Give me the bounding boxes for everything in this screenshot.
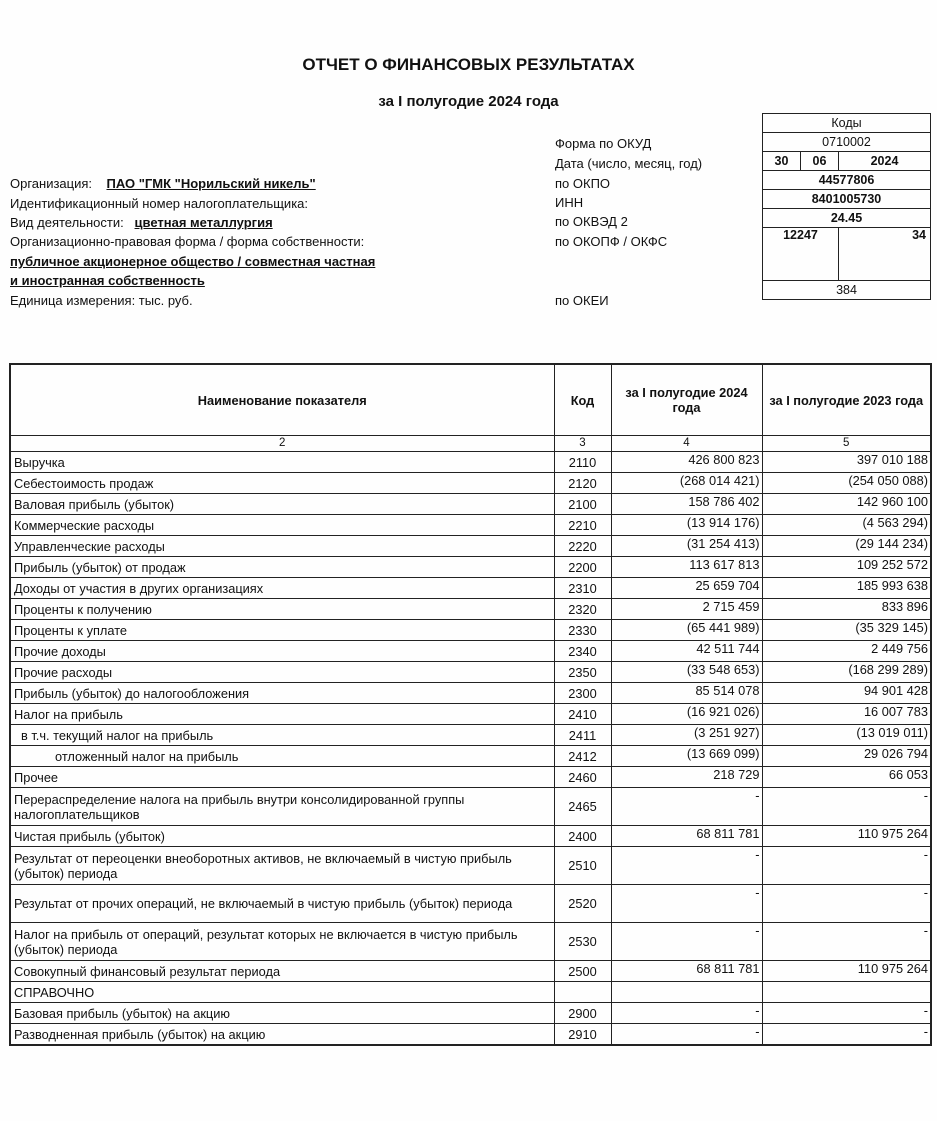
row-name: Перераспределение налога на прибыль внутри консолидированной группы налогоплательщиков <box>10 788 554 826</box>
row-value-current: (268 014 421) <box>611 473 762 494</box>
row-code: 2500 <box>554 961 611 982</box>
column-number: 5 <box>762 436 931 452</box>
row-name: Коммерческие расходы <box>10 515 554 536</box>
row-code: 2220 <box>554 536 611 557</box>
unit-label: Единица измерения: тыс. руб. <box>10 293 193 308</box>
row-value-current: 25 659 704 <box>611 578 762 599</box>
row-name: Управленческие расходы <box>10 536 554 557</box>
row-name: Прибыль (убыток) до налогообложения <box>10 683 554 704</box>
row-code: 2412 <box>554 746 611 767</box>
row-name: Базовая прибыль (убыток) на акцию <box>10 1003 554 1024</box>
row-value-current: 68 811 781 <box>611 826 762 847</box>
column-header-name: Наименование показателя <box>10 364 554 436</box>
row-value-current <box>611 982 762 1003</box>
report-title: ОТЧЕТ О ФИНАНСОВЫХ РЕЗУЛЬТАТАХ <box>302 55 635 74</box>
okopf-label: по ОКОПФ / ОКФС <box>555 234 668 249</box>
table-row <box>10 1024 931 1046</box>
okved-code: 24.45 <box>763 209 931 228</box>
row-name: Себестоимость продаж <box>10 473 554 494</box>
date-month: 06 <box>801 152 839 171</box>
row-name: Прочее <box>10 767 554 788</box>
inn-code-label: ИНН <box>555 195 584 210</box>
row-code: 2330 <box>554 620 611 641</box>
column-header-current: за I полугодие 2024 года <box>611 364 762 436</box>
row-name: Доходы от участия в других организациях <box>10 578 554 599</box>
row-name: Разводненная прибыль (убыток) на акцию <box>10 1024 554 1046</box>
table-row <box>10 788 931 826</box>
row-code: 2340 <box>554 641 611 662</box>
row-value-previous: - <box>762 788 931 826</box>
row-code: 2210 <box>554 515 611 536</box>
row-value-current: (16 921 026) <box>611 704 762 725</box>
column-header-previous: за I полугодие 2023 года <box>762 364 931 436</box>
row-name: СПРАВОЧНО <box>10 982 554 1003</box>
row-value-previous: 16 007 783 <box>762 704 931 725</box>
column-number: 3 <box>554 436 611 452</box>
row-value-previous: 110 975 264 <box>762 826 931 847</box>
table-row <box>10 847 931 885</box>
row-code: 2120 <box>554 473 611 494</box>
row-value-previous: (13 019 011) <box>762 725 931 746</box>
row-name: отложенный налог на прибыль <box>10 746 554 767</box>
table-row <box>10 746 931 767</box>
row-code: 2530 <box>554 923 611 961</box>
row-name: Прочие доходы <box>10 641 554 662</box>
table-row <box>10 473 931 494</box>
activity-value: цветная металлургия <box>134 215 273 230</box>
table-row <box>10 683 931 704</box>
activity-label: Вид деятельности: <box>10 215 124 230</box>
row-value-current: 158 786 402 <box>611 494 762 515</box>
row-value-current: 218 729 <box>611 767 762 788</box>
codes-box <box>762 113 931 300</box>
okved-label: по ОКВЭД 2 <box>555 214 628 229</box>
table-row <box>10 961 931 982</box>
row-value-current: 113 617 813 <box>611 557 762 578</box>
row-value-previous: 109 252 572 <box>762 557 931 578</box>
row-value-previous: - <box>762 1024 931 1046</box>
row-value-current: (65 441 989) <box>611 620 762 641</box>
row-value-previous: 142 960 100 <box>762 494 931 515</box>
okpo-code: 44577806 <box>763 171 931 190</box>
row-value-current: (13 914 176) <box>611 515 762 536</box>
column-number: 2 <box>10 436 554 452</box>
row-name: Выручка <box>10 452 554 473</box>
row-value-previous: (35 329 145) <box>762 620 931 641</box>
row-value-previous: (4 563 294) <box>762 515 931 536</box>
row-code: 2460 <box>554 767 611 788</box>
okopf-code: 12247 <box>763 228 839 281</box>
legal-form-label: Организационно-правовая форма / форма собственности: <box>10 234 365 249</box>
row-value-current: - <box>611 788 762 826</box>
table-row <box>10 1003 931 1024</box>
row-value-current: - <box>611 923 762 961</box>
row-code: 2400 <box>554 826 611 847</box>
row-name: в т.ч. текущий налог на прибыль <box>10 725 554 746</box>
legal-form-line2: и иностранная собственность <box>10 273 205 288</box>
row-value-previous: 66 053 <box>762 767 931 788</box>
okfs-code: 34 <box>839 228 931 281</box>
inn-code: 8401005730 <box>763 190 931 209</box>
row-value-current: 42 511 744 <box>611 641 762 662</box>
row-code: 2510 <box>554 847 611 885</box>
row-name: Прочие расходы <box>10 662 554 683</box>
okpo-label: по ОКПО <box>555 176 611 191</box>
row-code: 2900 <box>554 1003 611 1024</box>
row-code: 2520 <box>554 885 611 923</box>
row-name: Результат от переоценки внеоборотных активов, не включаемый в чистую прибыль (убыток) периода <box>10 847 554 885</box>
okud-label: Форма по ОКУД <box>555 136 652 151</box>
column-header-code: Код <box>554 364 611 436</box>
table-row <box>10 662 931 683</box>
organization-label: Организация: <box>10 176 93 191</box>
row-name: Проценты к получению <box>10 599 554 620</box>
organization-row <box>10 176 316 191</box>
row-value-previous: 2 449 756 <box>762 641 931 662</box>
row-value-current: (3 251 927) <box>611 725 762 746</box>
row-value-current: - <box>611 885 762 923</box>
table-row <box>10 536 931 557</box>
financial-results-table <box>9 363 932 1046</box>
row-code: 2310 <box>554 578 611 599</box>
codes-header: Коды <box>763 114 931 133</box>
table-row <box>10 620 931 641</box>
report-period: за I полугодие 2024 года <box>378 93 559 110</box>
row-value-previous: 833 896 <box>762 599 931 620</box>
row-name: Совокупный финансовый результат периода <box>10 961 554 982</box>
row-value-previous: - <box>762 923 931 961</box>
row-code <box>554 982 611 1003</box>
row-value-previous: (29 144 234) <box>762 536 931 557</box>
row-name: Налог на прибыль <box>10 704 554 725</box>
row-name: Чистая прибыль (убыток) <box>10 826 554 847</box>
row-value-current: - <box>611 1024 762 1046</box>
row-code: 2350 <box>554 662 611 683</box>
row-value-current: 2 715 459 <box>611 599 762 620</box>
activity-row <box>10 215 273 230</box>
table-body <box>10 452 931 1046</box>
row-code: 2100 <box>554 494 611 515</box>
table-row <box>10 494 931 515</box>
table-row <box>10 599 931 620</box>
row-value-current: - <box>611 847 762 885</box>
row-value-current: (31 254 413) <box>611 536 762 557</box>
table-row <box>10 578 931 599</box>
row-name: Валовая прибыль (убыток) <box>10 494 554 515</box>
row-value-current: 85 514 078 <box>611 683 762 704</box>
row-value-current: 68 811 781 <box>611 961 762 982</box>
row-value-previous: 397 010 188 <box>762 452 931 473</box>
row-name: Проценты к уплате <box>10 620 554 641</box>
row-value-previous: - <box>762 885 931 923</box>
row-value-previous: 94 901 428 <box>762 683 931 704</box>
row-value-previous <box>762 982 931 1003</box>
row-name: Прибыль (убыток) от продаж <box>10 557 554 578</box>
legal-form-line1: публичное акционерное общество / совместная частная <box>10 254 376 269</box>
row-code: 2465 <box>554 788 611 826</box>
row-value-current: (33 548 653) <box>611 662 762 683</box>
table-row <box>10 767 931 788</box>
table-row <box>10 515 931 536</box>
table-row <box>10 704 931 725</box>
table-row <box>10 725 931 746</box>
row-name: Налог на прибыль от операций, результат которых не включается в чистую прибыль (убыток) периода <box>10 923 554 961</box>
date-label: Дата (число, месяц, год) <box>555 156 703 171</box>
row-code: 2910 <box>554 1024 611 1046</box>
date-year: 2024 <box>839 152 931 171</box>
row-value-previous: (168 299 289) <box>762 662 931 683</box>
table-row <box>10 885 931 923</box>
row-code: 2411 <box>554 725 611 746</box>
row-value-previous: 110 975 264 <box>762 961 931 982</box>
date-day: 30 <box>763 152 801 171</box>
row-code: 2110 <box>554 452 611 473</box>
row-value-previous: - <box>762 1003 931 1024</box>
okei-label: по ОКЕИ <box>555 293 609 308</box>
table-row <box>10 452 931 473</box>
row-value-current: - <box>611 1003 762 1024</box>
okei-code: 384 <box>763 281 931 300</box>
row-name: Результат от прочих операций, не включаемый в чистую прибыль (убыток) периода <box>10 885 554 923</box>
row-value-previous: 185 993 638 <box>762 578 931 599</box>
column-number: 4 <box>611 436 762 452</box>
row-value-previous: (254 050 088) <box>762 473 931 494</box>
row-value-previous: - <box>762 847 931 885</box>
row-value-previous: 29 026 794 <box>762 746 931 767</box>
okud-code: 0710002 <box>763 133 931 152</box>
row-code: 2300 <box>554 683 611 704</box>
inn-label: Идентификационный номер налогоплательщика: <box>10 196 309 211</box>
row-code: 2410 <box>554 704 611 725</box>
organization-value: ПАО "ГМК "Норильский никель" <box>106 176 316 191</box>
row-code: 2200 <box>554 557 611 578</box>
row-value-current: 426 800 823 <box>611 452 762 473</box>
row-code: 2320 <box>554 599 611 620</box>
table-row <box>10 923 931 961</box>
table-row <box>10 557 931 578</box>
table-row <box>10 641 931 662</box>
row-value-current: (13 669 099) <box>611 746 762 767</box>
table-row <box>10 826 931 847</box>
table-row <box>10 982 931 1003</box>
